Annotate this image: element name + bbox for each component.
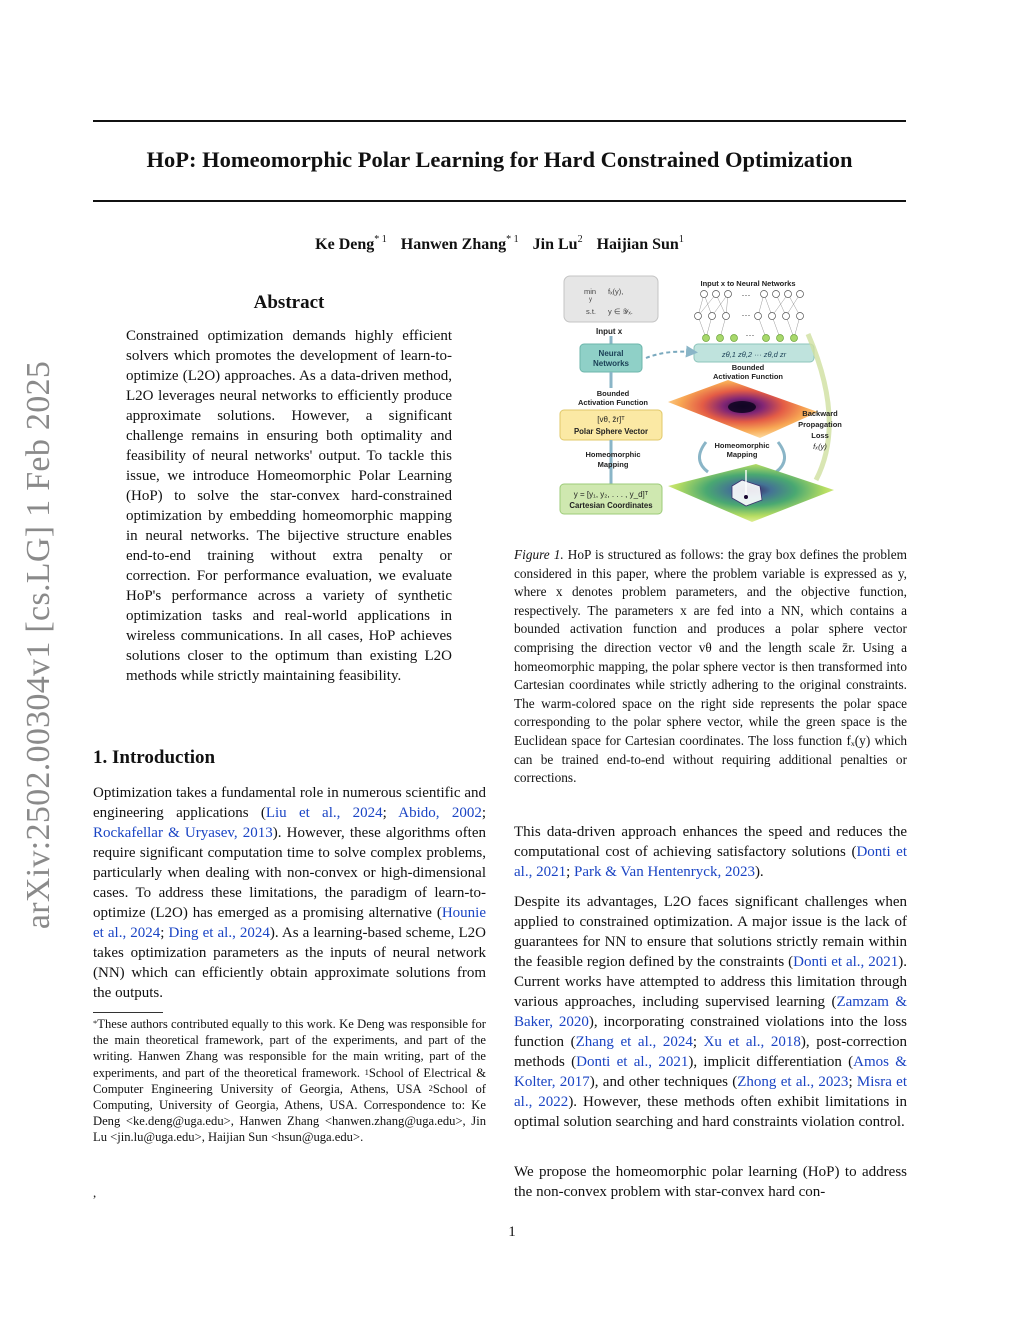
citation-link[interactable]: Zhang et al., 2024 <box>575 1034 693 1050</box>
backward-label-4: fₓ(y) <box>813 442 827 451</box>
abstract-heading: Abstract <box>253 292 325 313</box>
arxiv-side-label: arXiv:2502.00304v1 [cs.LG] 1 Feb 2025 <box>20 360 57 930</box>
introduction-paragraph: Optimization takes a fundamental role in numerous scientific and engineering applications (Liu et al., 2024; Abido, 2002; Rockafellar & Uryasev, 2013). However, these algorithms often require significant computation time to solve complex problems, particularly when dealing with non-convex or high-dimensional cases. To address these limitations, the paradigm of learn-to-optimize (L2O) has emerged as a promising alternative (Hounie et al., 2024; Ding et al., 2024). As a learning-based scheme, L2O takes optimization parameters as the inputs of neural network (NN) which can efficiently obtain approximate solutions from the outputs. <box>93 785 487 1001</box>
bounded-activation-label-2: Activation Function <box>578 398 648 407</box>
mapping-arrow <box>699 442 708 472</box>
nn-label-1: Neural <box>598 349 624 358</box>
body-paragraph: Despite its advantages, L2O faces significant challenges when applied to constrained optimization. A major issue is the lack of guarantees for NN to ensure that solutions strictly remain within the feasible region defined by the constraints (Donti et al., 2021). Current works have attempted to address this limitation through various approaches, including supervised learning (Zamzam & Baker, 2020), incorporating constrained violations into the loss function (Zhang et al., 2024; Xu et al., 2018), post-correction methods (Donti et al., 2021), implicit differentiation (Amos & Kolter, 2017), and other techniques (Zhong et al., 2023; Misra et al., 2022). However, these methods often exhibit limitations in optimal solution searching and hard constraints violation control. <box>514 894 907 1130</box>
homeomorphic-mapping-label-1: Homeomorphic <box>714 441 770 450</box>
title-rule <box>93 200 906 202</box>
citation-link[interactable]: Rockafellar & Uryasev, 2013 <box>93 825 273 841</box>
problem-subscript: y <box>589 297 592 303</box>
input-to-nn-label: Input x to Neural Networks <box>700 279 796 288</box>
bounded-activation-label-1: Bounded <box>596 389 630 398</box>
polar-vector: [vθ, z̄r]ᵀ <box>597 415 625 424</box>
homeomorphic-mapping-label-1: Homeomorphic <box>585 450 641 459</box>
ellipsis: ··· <box>745 330 755 340</box>
cartesian-label: Cartesian Coordinates <box>569 501 653 510</box>
polar-sphere-label: Polar Sphere Vector <box>573 427 649 436</box>
citation-link[interactable]: Hounie et al., 2024 <box>93 905 486 941</box>
homeomorphic-mapping-label-2: Mapping <box>726 450 758 459</box>
citation-link[interactable]: Donti et al., 2021 <box>793 954 899 970</box>
citation-link[interactable]: Zamzam & Baker, 2020 <box>514 994 907 1030</box>
dashed-connector <box>646 352 692 358</box>
ellipsis: ··· <box>741 290 751 300</box>
problem-st: s.t. <box>586 307 597 316</box>
polar-optimum <box>728 401 756 413</box>
author: Ke Deng$^{* 1}$ <box>315 234 387 253</box>
footnote-comma: , <box>93 1185 97 1200</box>
citation-link[interactable]: Zhong et al., 2023 <box>737 1074 849 1090</box>
section-heading-introduction: 1. Introduction <box>93 747 216 768</box>
problem-objective: fₓ(y), <box>608 287 624 296</box>
bounded-activation-label-1: Bounded <box>731 363 765 372</box>
author: Jin Lu$^2$ <box>532 234 583 253</box>
author-list <box>93 236 906 254</box>
solution-point <box>744 495 748 499</box>
body-paragraph: We propose the homeomorphic polar learning (HoP) to address the non-convex problem with star-convex hard con- <box>514 1164 907 1200</box>
problem-constraint: y ∈ 𝒴ₓ. <box>608 307 633 316</box>
footnote: *These authors contributed equally to this work. Ke Deng was responsible for the main theoretical framework, part of the experiments, and part of the writing. Hanwen Zhang was responsible for the main writing, part of the experiments, and part of the theoretical framework. $^1$School of Electrical & Computer Engineering University of Georgia, Athens, USA $^2$School of Computing, University of Georgia, Athens, USA. Correspondence to: Ke Deng <ke.deng@uga.edu>, Hanwen Zhang <hanwen.zhang@uga.edu>, Jin Lu <jin.lu@uga.edu>, Haijian Sun <hsun@uga.edu>. <box>93 1017 486 1145</box>
nn-label-2: Networks <box>592 359 630 368</box>
citation-link[interactable]: Donti et al., 2021 <box>576 1054 689 1070</box>
homeomorphic-mapping-label-2: Mapping <box>597 460 629 469</box>
mapping-arrow <box>776 442 785 472</box>
figure-1-diagram <box>556 272 848 530</box>
abstract-text: Constrained optimization demands highly efficient solvers which promotes the development of learn-to-optimize (L2O) approaches. As a data-driven method, L2O leverages neural networks to efficiently produce approximate solutions. However, a significant challenge remains in ensuring both optimality and feasibility of neural networks' output. To tackle this issue, we introduce Homeomorphic Polar Learning (HoP) to solve the star-convex hard-constrained optimization by embedding homeomorphic mapping in neural networks. The bijective structure enables end-to-end training without extra penalty or correction. For performance evaluation, we evaluate HoP's performance across a variety of synthetic optimization tasks and real-world applications in wireless communications. In all cases, HoP achieves solutions closer to the optimum than existing L2O methods while strictly maintaining feasibility. <box>126 328 452 684</box>
backward-label-1: Backward <box>802 409 838 418</box>
z-labels: zθ,1 zθ,2 ··· zθ,d zr <box>721 350 787 359</box>
ellipsis: ··· <box>741 310 751 320</box>
backward-label-3: Loss <box>811 431 829 440</box>
citation-link[interactable]: Amos & Kolter, 2017 <box>514 1054 907 1090</box>
author: Hanwen Zhang$^{* 1}$ <box>400 234 519 253</box>
body-paragraph: This data-driven approach enhances the speed and reduces the computational cost of achieving satisfactory solutions (Donti et al., 2021; Park & Van Hentenryck, 2023). <box>514 824 908 880</box>
citation-link[interactable]: Ding et al., 2024 <box>168 925 270 941</box>
page-number: 1 <box>508 1224 516 1240</box>
problem-min: min <box>584 287 597 296</box>
cartesian-vector: y = [y₁, y₂, . . . , y_d]ᵀ <box>573 490 649 499</box>
backward-label-2: Propagation <box>798 420 842 429</box>
citation-link[interactable]: Misra et al., 2022 <box>514 1074 907 1110</box>
paper-title: HoP: Homeomorphic Polar Learning for Hard Constrained Optimization <box>146 147 853 172</box>
citation-link[interactable]: Xu et al., 2018 <box>703 1034 801 1050</box>
input-x-label: Input x <box>596 327 623 336</box>
citation-link[interactable]: Park & Van Hentenryck, 2023 <box>574 864 755 880</box>
figure-caption: Figure 1. HoP is structured as follows: the gray box defines the problem considered in this paper, where the problem variable is expressed as y, where x denotes problem parameters, and the objective function, respectively. The parameters x are fed into a NN, which contains a bounded activation function and produces a polar sphere vector comprising the direction vector vθ and the length scale z̄r. Using a homeomorphic mapping, the polar sphere vector is then transformed into Cartesian coordinates while strictly adhering to the original constraints. The warm-colored space on the right side represents the polar space corresponding to the polar sphere vector, while the green space is the Euclidean space for Cartesian coordinates. The loss function fₓ(y) which can be trained end-to-end without requiring additional penalties or corrections. <box>514 547 907 786</box>
citation-link[interactable]: Liu et al., 2024 <box>265 805 383 821</box>
citation-link[interactable]: Abido, 2002 <box>398 805 482 821</box>
bounded-activation-label-2: Activation Function <box>713 372 783 381</box>
footnote-rule <box>93 1012 163 1013</box>
top-rule <box>93 120 906 122</box>
citation-link[interactable]: Donti et al., 2021 <box>514 844 908 880</box>
author: Haijian Sun$^1$ <box>596 234 684 253</box>
